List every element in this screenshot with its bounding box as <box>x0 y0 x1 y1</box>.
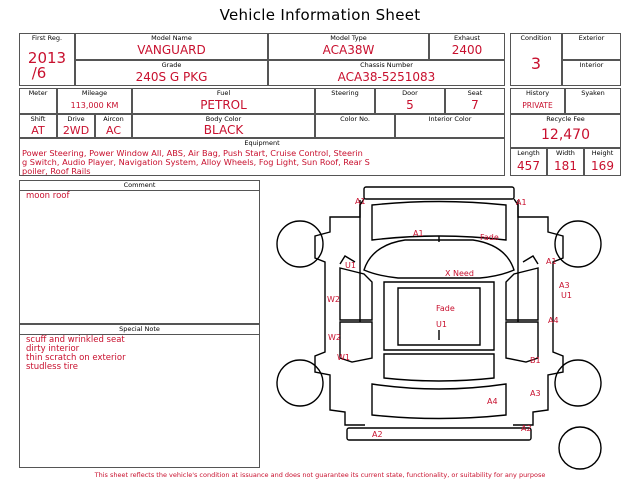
height-value: 169 <box>591 159 614 173</box>
syaken-label: Syaken <box>581 89 605 97</box>
special-note-label: Special Note <box>20 325 259 335</box>
damage-a2-right: A2 <box>521 424 532 433</box>
recycle-fee-label: Recycle Fee <box>546 115 585 123</box>
interior-color-label: Interior Color <box>428 115 472 123</box>
damage-u1-right: U1 <box>561 291 572 300</box>
door-value: 5 <box>406 98 414 112</box>
wheel-rear-left <box>277 360 323 406</box>
history-value: PRIVATE <box>522 101 553 110</box>
mileage-value: 113,000 KM <box>70 101 119 110</box>
right-mirror <box>523 256 538 264</box>
comment-label: Comment <box>20 181 259 191</box>
model-name-value: VANGUARD <box>137 43 206 57</box>
spare-wheel <box>559 427 601 469</box>
body-color-value: BLACK <box>203 123 244 137</box>
equipment-line-1: Power Steering, Power Window All, ABS, Air Bag, Push Start, Cruise Control, Steerin <box>22 148 363 158</box>
right-front-door <box>506 268 538 320</box>
first-reg-year: 2013 <box>27 49 67 67</box>
interior-label: Interior <box>579 61 604 69</box>
tailgate <box>372 384 506 419</box>
grade-value: 240S G PKG <box>135 70 208 84</box>
chassis-label: Chassis Number <box>360 61 413 69</box>
aircon-value: AC <box>105 124 121 137</box>
first-reg-month: /6 <box>31 64 47 82</box>
exhaust-label: Exhaust <box>453 34 481 42</box>
fuel-label: Fuel <box>216 89 231 97</box>
seat-value: 7 <box>471 98 479 112</box>
height-label: Height <box>591 149 614 157</box>
damage-a3-lower: A3 <box>530 389 541 398</box>
wheel-front-right <box>555 221 601 267</box>
damage-fade-roof: Fade <box>436 304 455 313</box>
damage-a4-lower: A4 <box>487 397 498 406</box>
width-value: 181 <box>554 159 577 173</box>
equipment-line-2: g Switch, Audio Player, Navigation System, Alloy Wheels, Fog Light, Sun Roof, Rear S <box>22 157 370 167</box>
damage-u1-roof: U1 <box>436 320 447 329</box>
damage-u1-left: U1 <box>345 261 356 270</box>
damage-a1-top-right: A1 <box>516 198 527 207</box>
damage-b1: B1 <box>530 356 541 365</box>
aircon-label: Aircon <box>103 115 124 123</box>
damage-fade-hood: Fade <box>480 233 499 242</box>
length-value: 457 <box>517 159 540 173</box>
damage-a3-right: A3 <box>559 281 570 290</box>
seat-label: Seat <box>467 89 483 97</box>
damage-a1-hood: A1 <box>413 229 424 238</box>
wheel-rear-right <box>555 360 601 406</box>
special-note-line-3: thin scratch on exterior <box>26 353 126 363</box>
disclaimer-footer: This sheet reflects the vehicle's condition at issuance and does not guarantee its current state, functionality, or suitability for any purpose <box>94 471 546 479</box>
damage-w1: W1 <box>337 353 350 362</box>
special-note-line-4: studless tire <box>26 362 78 372</box>
special-note-line-1: scuff and wrinkled seat <box>26 335 125 345</box>
history-label: History <box>525 89 550 97</box>
damage-a1-right: A1 <box>546 257 557 266</box>
exhaust-value: 2400 <box>451 43 483 57</box>
damage-a1-top-left: A1 <box>355 197 366 206</box>
first-reg-label: First Reg. <box>31 34 63 42</box>
condition-label: Condition <box>520 34 552 42</box>
length-label: Length <box>517 149 540 157</box>
rear-window <box>384 354 494 381</box>
damage-x-need: X Need <box>445 269 474 278</box>
shift-value: AT <box>31 124 45 137</box>
meter-label: Meter <box>28 89 48 97</box>
grade-label: Grade <box>161 61 182 69</box>
drive-label: Drive <box>67 115 85 123</box>
model-type-label: Model Type <box>330 34 367 42</box>
windshield <box>364 240 514 278</box>
damage-a2-left: A2 <box>372 430 383 439</box>
special-note-line-2: dirty interior <box>26 344 80 354</box>
left-front-door <box>340 268 372 320</box>
steering-label: Steering <box>331 89 359 97</box>
shift-label: Shift <box>30 115 46 123</box>
damage-a4-right: A4 <box>548 316 559 325</box>
model-name-label: Model Name <box>151 34 192 42</box>
equipment-label: Equipment <box>244 139 280 147</box>
equipment-line-3: poiler, Roof Rails <box>22 166 91 176</box>
wheel-front-left <box>277 221 323 267</box>
width-label: Width <box>556 149 575 157</box>
front-bumper <box>364 187 514 199</box>
exterior-label: Exterior <box>578 34 605 42</box>
condition-value: 3 <box>530 54 542 73</box>
model-type-value: ACA38W <box>322 43 375 57</box>
mileage-label: Mileage <box>81 89 108 97</box>
comment-text: moon roof <box>26 191 70 201</box>
drive-value: 2WD <box>62 124 90 137</box>
color-no-label: Color No. <box>340 115 370 123</box>
door-label: Door <box>402 89 418 97</box>
damage-w2-lower: W2 <box>328 333 341 342</box>
chassis-value: ACA38-5251083 <box>337 70 436 84</box>
fuel-value: PETROL <box>200 98 247 112</box>
sheet-title: Vehicle Information Sheet <box>219 6 421 24</box>
recycle-fee-value: 12,470 <box>541 127 590 143</box>
body-color-label: Body Color <box>205 115 242 123</box>
damage-w2-upper: W2 <box>327 295 340 304</box>
